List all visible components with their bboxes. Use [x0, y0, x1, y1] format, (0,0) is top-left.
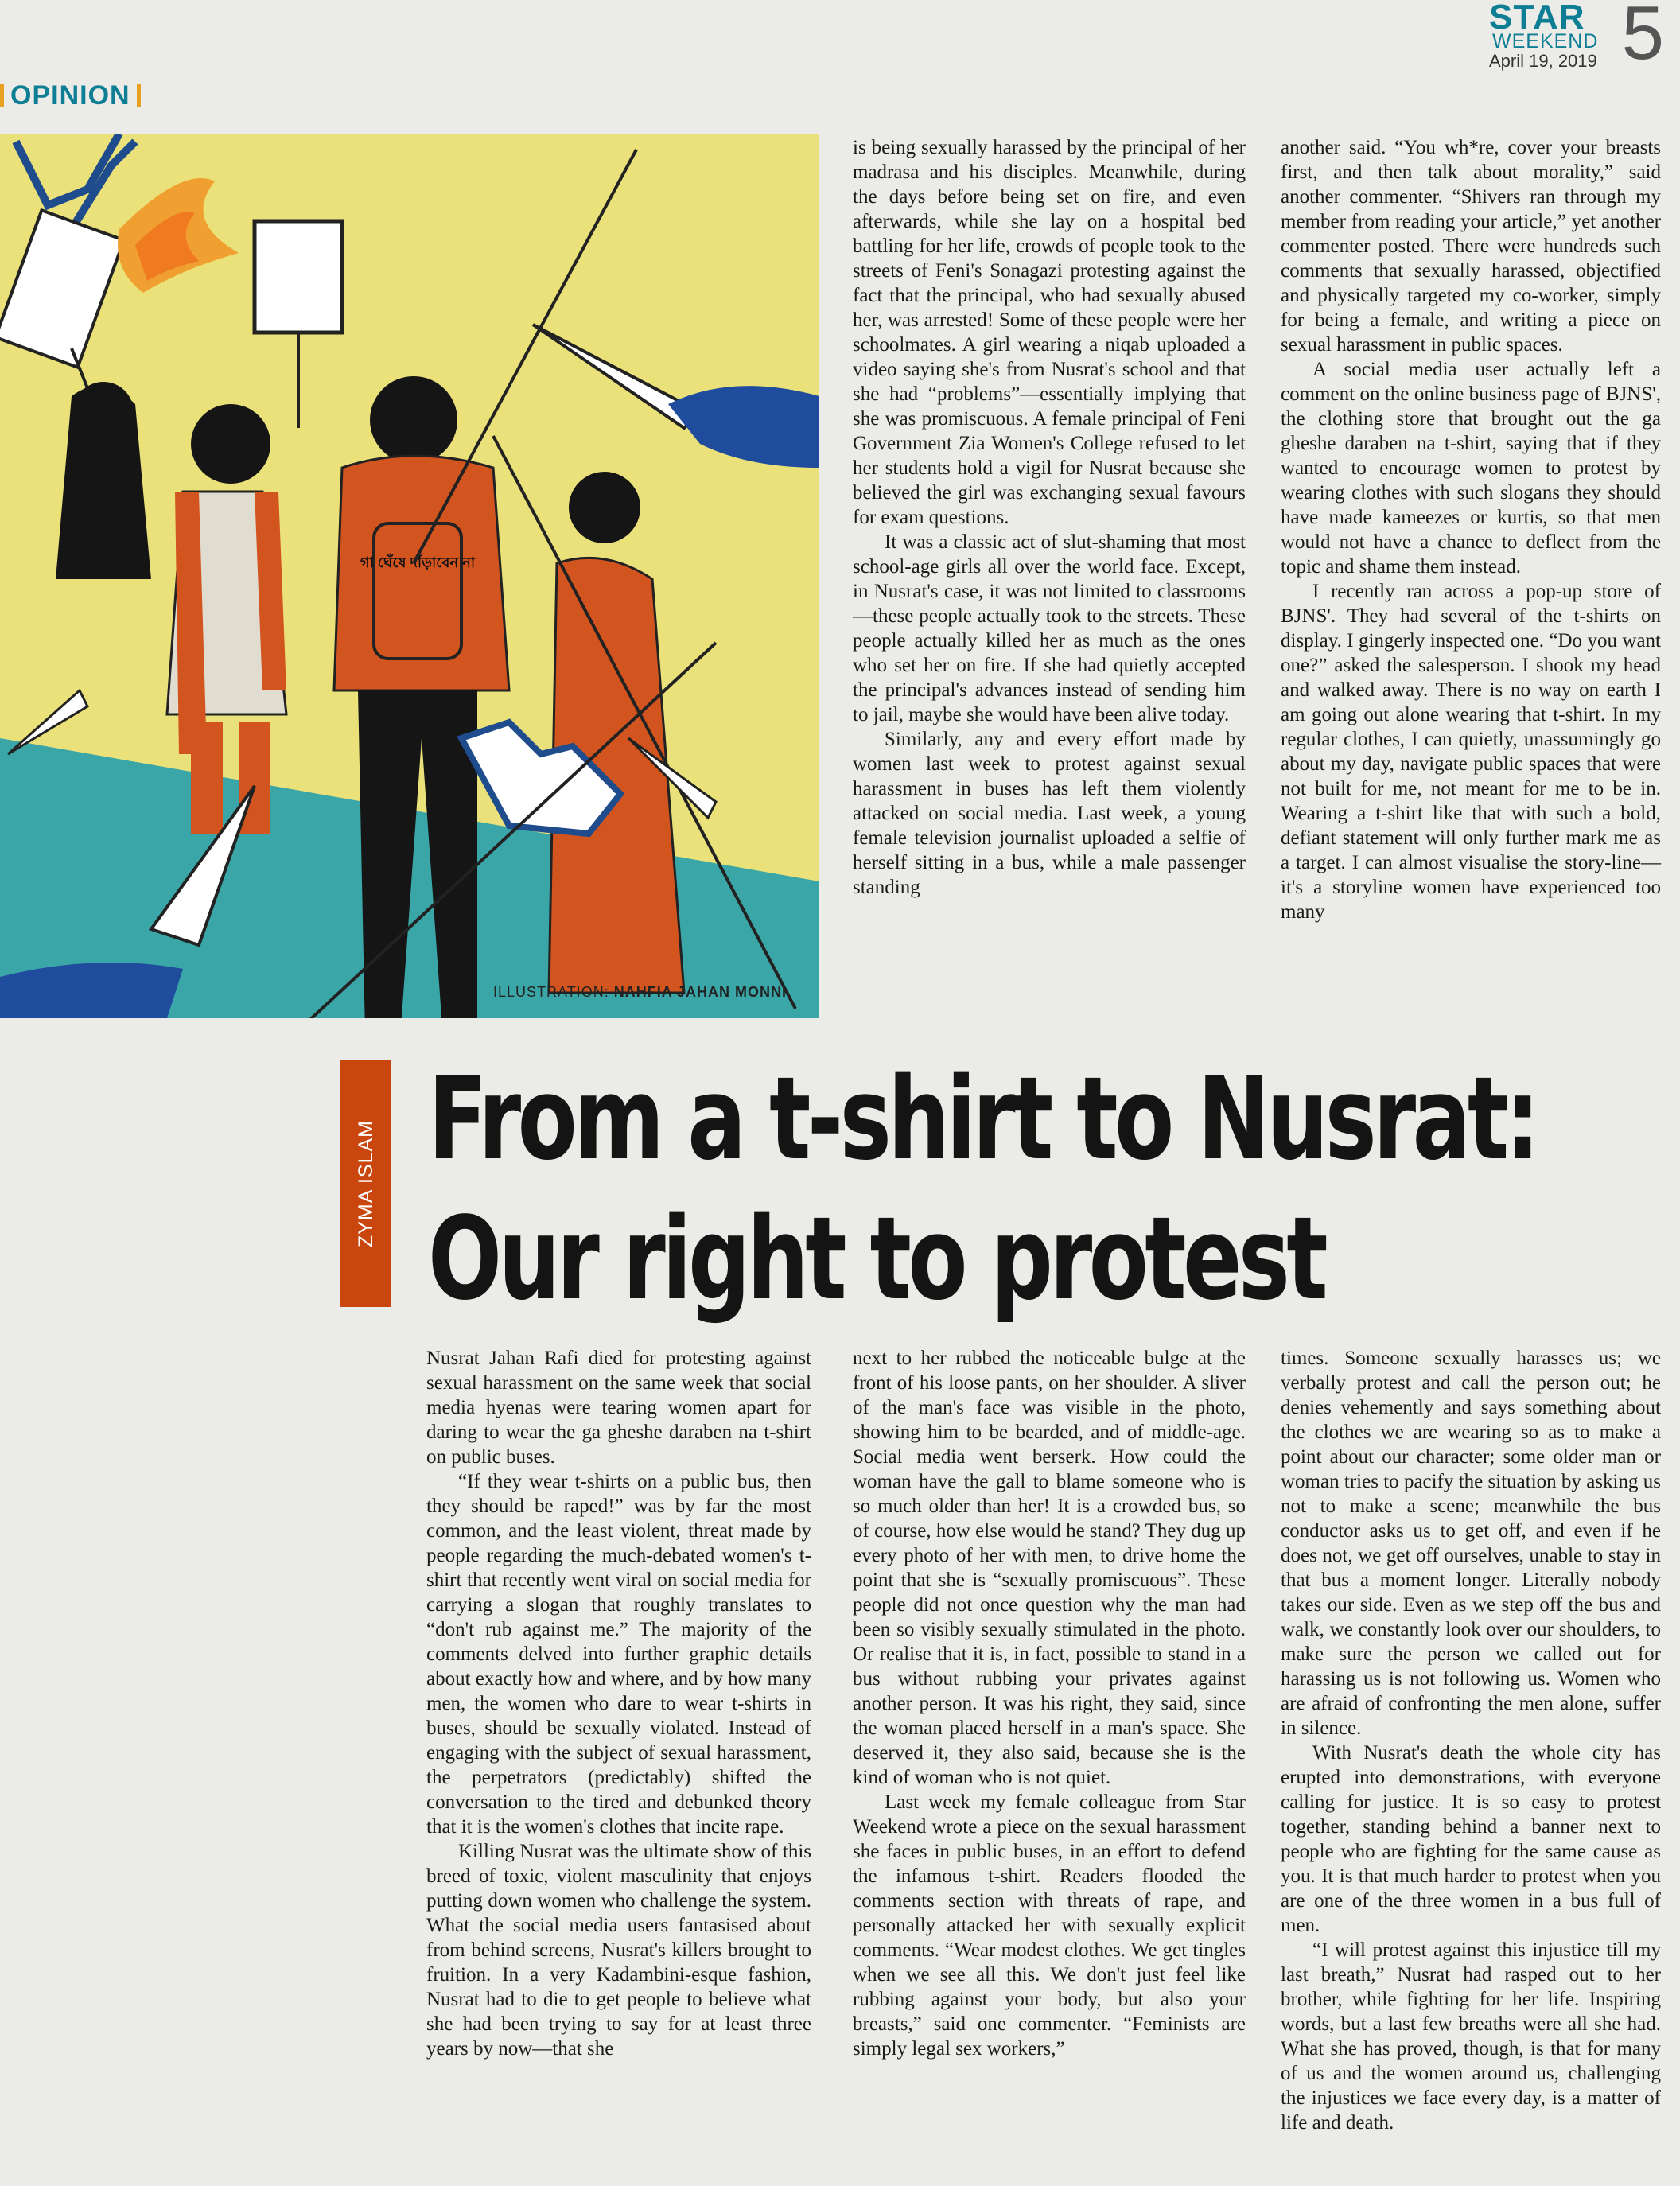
placard-center [255, 221, 342, 333]
paragraph: Nusrat Jahan Rafi died for protesting against sexual harassment on the same week that social media hyenas were tearing women apart for daring to wear the ga gheshe daraben na t-shirt on public buses. [426, 1348, 811, 1468]
headline [428, 1048, 1680, 1328]
paragraph: It was a classic act of slut-shaming that most school-age girls all over the world face. Except, in Nusrat's case, it was not limited to classrooms—these people actually took to the streets. These people actually killed her as much as the ones who set her on fire. If she had quietly accepted the principal's advances instead of sending him to jail, maybe she would have been alive today. [853, 531, 1246, 725]
byline-author: ZYMA ISLAM [354, 1119, 377, 1248]
paragraph: Killing Nusrat was the ultimate show of this breed of toxic, violent masculinity that enjoys putting down women who challenge the system. What the social media users fantasised about from behind screens, Nusrat's killers brought to fruition. In a very Kadambini-esque fashion, Nusrat had to die to get people to believe what she had been trying to say for at least three years by now—that she [426, 1841, 811, 2060]
issue-date: April 19, 2019 [1489, 51, 1597, 71]
paragraph: times. Someone sexually harasses us; we verbally protest and call the person out; he denies vehemently and says something about the clothes we are wearing so as to make a point about our character; some older man or woman tries to pacify the situation by asking us not to make a scene; meanwhile the bus conductor asks us to get off, and even if he does not, we get off ourselves, unable to stay in that bus a moment longer. Literally nobody takes our side. Even as we step off the bus and walk, we constantly look over our shoulders, to make sure the person we called out for harassing us is not following us. Women who are afraid of confronting the men alone, suffer in silence. [1281, 1348, 1661, 1739]
article-column-bottom-3 [1281, 1346, 1661, 2135]
figure-sari-head [569, 472, 640, 543]
protest-illustration [0, 134, 819, 1018]
figure-center-head [370, 376, 457, 464]
headline-line-1: From a t-shirt to Nusrat: [428, 1052, 1537, 1185]
illustration-credit [493, 984, 787, 1001]
paragraph: Similarly, any and every effort made by women last week to protest against sexual harassment in buses has left them violently attacked on social media. Last week, a young female television journalist uploaded a selfie of herself sitting in a bus, while a male passenger standing [853, 729, 1246, 898]
figure-braid-head [191, 404, 270, 484]
masthead-sub: WEEKEND [1492, 30, 1599, 53]
credit-name: NAHFIA JAHAN MONNI [613, 984, 788, 1000]
figure-niqab-head [73, 382, 134, 442]
section-label [0, 78, 141, 113]
tshirt-slogan: গা ঘেঁষে দাঁড়াবেন না [360, 554, 476, 570]
article-column-top-1 [853, 135, 1246, 900]
credit-label: ILLUSTRATION: [493, 984, 609, 1000]
figure-braid-leg-left [191, 722, 223, 834]
article-column-bottom-2 [853, 1346, 1246, 2061]
tshirt-slogan-patch [374, 523, 461, 659]
byline [340, 1060, 391, 1307]
paragraph: “If they wear t-shirts on a public bus, then they should be raped!” was by far the most common, and the least violent, threat made by people regarding the much-debated women's t-shirt that recently went viral on social media for carrying a slogan that roughly translates to “don't rub against me.” The majority of the comments delved into further graphic details about exactly how and where, and by how many men, the women who dare to wear t-shirts in buses, should be sexually violated. Instead of engaging with the subject of sexual harassment, the perpetrators (predictably) shifted the conversation to the tired and debunked theory that it is the women's clothes that incite rape. [426, 1471, 811, 1838]
article-column-bottom-1 [426, 1346, 811, 2061]
masthead [1489, 0, 1664, 76]
section-label-text: OPINION [10, 80, 130, 111]
paragraph: is being sexually harassed by the principal of her madrasa and his disciples. Meanwhile, during the days before being set on fire, and even afterwards, while she lay on a hospital bed battling for her life, crowds of people took to the streets of Feni's Sonagazi protesting against the fact that the principal, who had sexually abused her, was arrested! Some of these people were her schoolmates. A girl wearing a niqab uploaded a video saying she's from Nusrat's school and that she had “problems”—essentially implying that she was promiscuous. A female principal of Feni Government Zia Women's College refused to let her students hold a vigil for Nusrat because she believed the girl was exchanging sexual favours for exam questions. [853, 137, 1246, 528]
paragraph: Last week my female colleague from Star Weekend wrote a piece on the sexual harassment she faces in public buses, in an effort to defend the infamous t-shirt. Readers flooded the comments section with threats of rape, and personally attacked her with sexually explicit comments. “Wear modest clothes. We get tingles when we see all this. We don't just feel like rubbing against your body, but also your breasts,” said one commenter. “Feminists are simply legal sex workers,” [853, 1791, 1246, 2060]
paragraph: “I will protest against this injustice till my last breath,” Nusrat had rasped out to her brother, while fighting for her life. Inspiring words, but a last few breaths were all she had. What she has proved, though, is that for many of us and the women around us, challenging the injustices we face every day, is a matter of life and death. [1281, 1939, 1661, 2133]
paragraph: I recently ran across a pop-up store of BJNS'. They had several of the t-shirts on display. I gingerly inspected one. “Do you want one?” asked the salesperson. I shook my head and walked away. There is no way on earth I am going out alone wearing that t-shirt. In my regular clothes, I can quietly, unassumingly go about my day, navigate public spaces that were not built for me, not meant for me to be in. Wearing a t-shirt like that with such a bold, defiant statement will only further mark me as a target. I can almost visualise the story-line—it's a storyline women have experienced too many [1281, 581, 1661, 923]
masthead-brand: STAR [1489, 0, 1585, 37]
section-bar-right [137, 84, 141, 107]
article-column-top-2 [1281, 135, 1661, 924]
paragraph: A social media user actually left a comment on the online business page of BJNS', the clothing store that brought out the ga gheshe daraben na t-shirt, saying that if they wanted to encourage women to protest by wearing clothes with such slogans they should have made kameezes or kurtis, so that men would not have a chance to deflect from the topic and shame them instead. [1281, 359, 1661, 578]
paragraph: next to her rubbed the noticeable bulge at the front of his loose pants, on her shoulder. A sliver of the man's face was visible in the photo, showing him to be bearded, and of middle-age. Social media went berserk. How could the woman have the gall to blame someone who is so much older than her! It is a crowded bus, so of course, how else would he stand? They dug up every photo of her with men, to drive home the point that she is “sexually promiscuous”. These people did not once question why the man had been so visibly sexually stimulated in the photo. Or realise that it is, in fact, possible to stand in a bus without rubbing your privates against another person. It was his right, they said, since the woman placed herself in a man's space. She deserved it, they also said, because she is the kind of woman who is not quiet. [853, 1348, 1246, 1788]
paragraph: With Nusrat's death the whole city has erupted into demonstrations, with everyone calling for justice. It is so easy to protest together, standing behind a banner next to people who are fighting for the same cause as you. It is that much harder to protest when you are one of the three women in a bus full of men. [1281, 1742, 1661, 1936]
page-number: 5 [1621, 0, 1664, 76]
headline-line-2: Our right to protest [428, 1192, 1325, 1325]
paragraph: another said. “You wh*re, cover your breasts first, and then talk about morality,” said another commenter. “Shivers ran through my member from reading your article,” yet another commenter posted. There were hundreds such comments that sexually harassed, objectified and physically targeted my co-worker, simply for being a female, and writing a piece on sexual harassment in public spaces. [1281, 137, 1661, 356]
